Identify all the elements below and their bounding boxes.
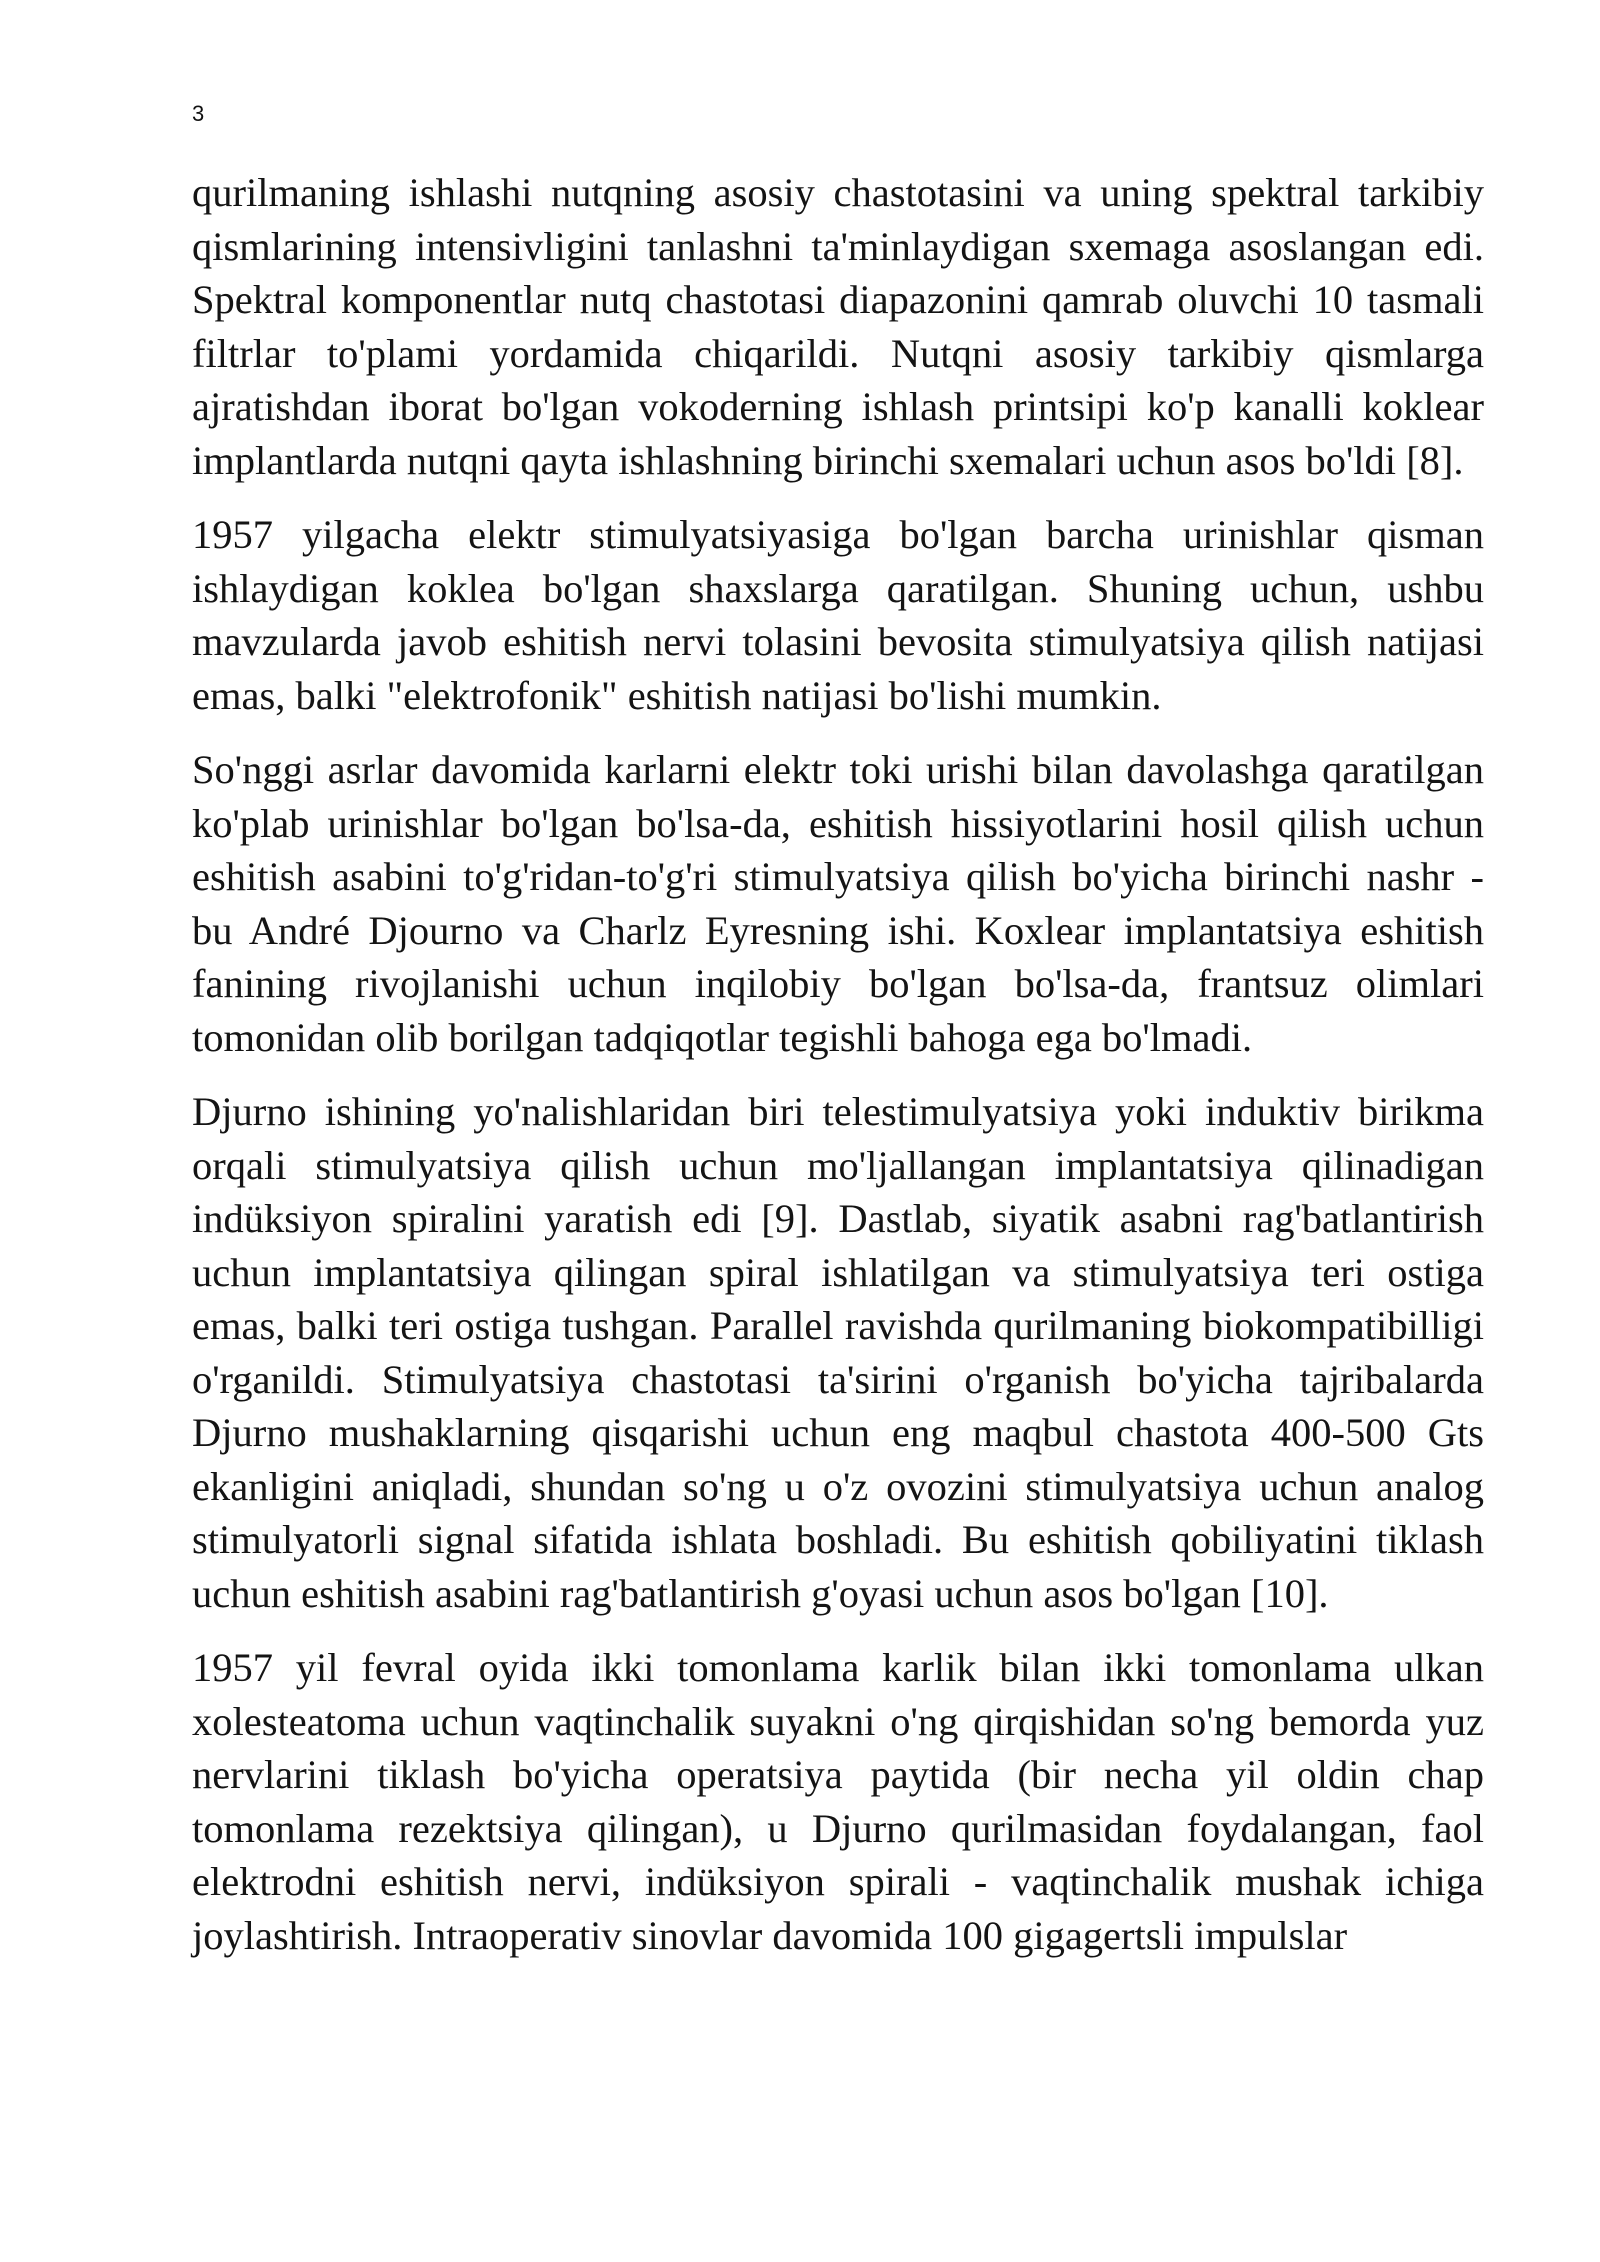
page-number: 3 <box>192 101 205 126</box>
body-text <box>192 166 1484 1983</box>
paragraph: 1957 yil fevral oyida ikki tomonlama karlik bilan ikki tomonlama ulkan xolesteatoma uchun vaqtinchalik suyakni o'ng qirqishidan so'ng bemorda yuz nervlarini tiklash bo'yicha operatsiya paytida (bir necha yil oldin chap tomonlama rezektsiya qilingan), u Djurno qurilmasidan foydalangan, faol elektrodni eshitish nervi, indüksiyon spirali - vaqtinchalik mushak ichiga joylashtirish. Intraoperativ sinovlar davomida 100 gigagertsli impulslar <box>192 1645 1484 1958</box>
paragraph: qurilmaning ishlashi nutqning asosiy chastotasini va uning spektral tarkibiy qismlarining intensivligini tanlashni ta'minlaydigan sxemaga asoslangan edi. Spektral komponentlar nutq chastotasi diapazonini qamrab oluvchi 10 tasmali filtrlar to'plami yordamida chiqarildi. Nutqni asosiy tarkibiy qismlarga ajratishdan iborat bo'lgan vokoderning ishlash printsipi ko'p kanalli koklear implantlarda nutqni qayta ishlashning birinchi sxemalari uchun asos bo'ldi [8]. <box>192 170 1484 483</box>
paragraph: Djurno ishining yo'nalishlaridan biri telestimulyatsiya yoki induktiv birikma orqali stimulyatsiya qilish uchun mo'ljallangan implantatsiya qilinadigan indüksiyon spiralini yaratish edi [9]. Dastlab, siyatik asabni rag'batlantirish uchun implantatsiya qilingan spiral ishlatilgan va stimulyatsiya teri ostiga emas, balki teri ostiga tushgan. Parallel ravishda qurilmaning biokompatibilligi o'rganildi. Stimulyatsiya chastotasi ta'sirini o'rganish bo'yicha tajribalarda Djurno mushaklarning qisqarishi uchun eng maqbul chastota 400-500 Gts ekanligini aniqladi, shundan so'ng u o'z ovozini stimulyatsiya uchun analog stimulyatorli signal sifatida ishlata boshladi. Bu eshitish qobiliyatini tiklash uchun eshitish asabini rag'batlantirish g'oyasi uchun asos bo'lgan [10]. <box>192 1089 1484 1616</box>
paragraph: 1957 yilgacha elektr stimulyatsiyasiga bo'lgan barcha urinishlar qisman ishlaydigan koklea bo'lgan shaxslarga qaratilgan. Shuning uchun, ushbu mavzularda javob eshitish nervi tolasini bevosita stimulyatsiya qilish natijasi emas, balki "elektrofonik" eshitish natijasi bo'lishi mumkin. <box>192 512 1484 718</box>
paragraph: So'nggi asrlar davomida karlarni elektr toki urishi bilan davolashga qaratilgan ko'plab urinishlar bo'lgan bo'lsa-da, eshitish hissiyotlarini hosil qilish uchun eshitish asabini to'g'ridan-to'g'ri stimulyatsiya qilish bo'yicha birinchi nashr - bu André Djourno va Charlz Eyresning ishi. Koxlear implantatsiya eshitish fanining rivojlanishi uchun inqilobiy bo'lgan bo'lsa-da, frantsuz olimlari tomonidan olib borilgan tadqiqotlar tegishli bahoga ega bo'lmadi. <box>192 747 1484 1060</box>
